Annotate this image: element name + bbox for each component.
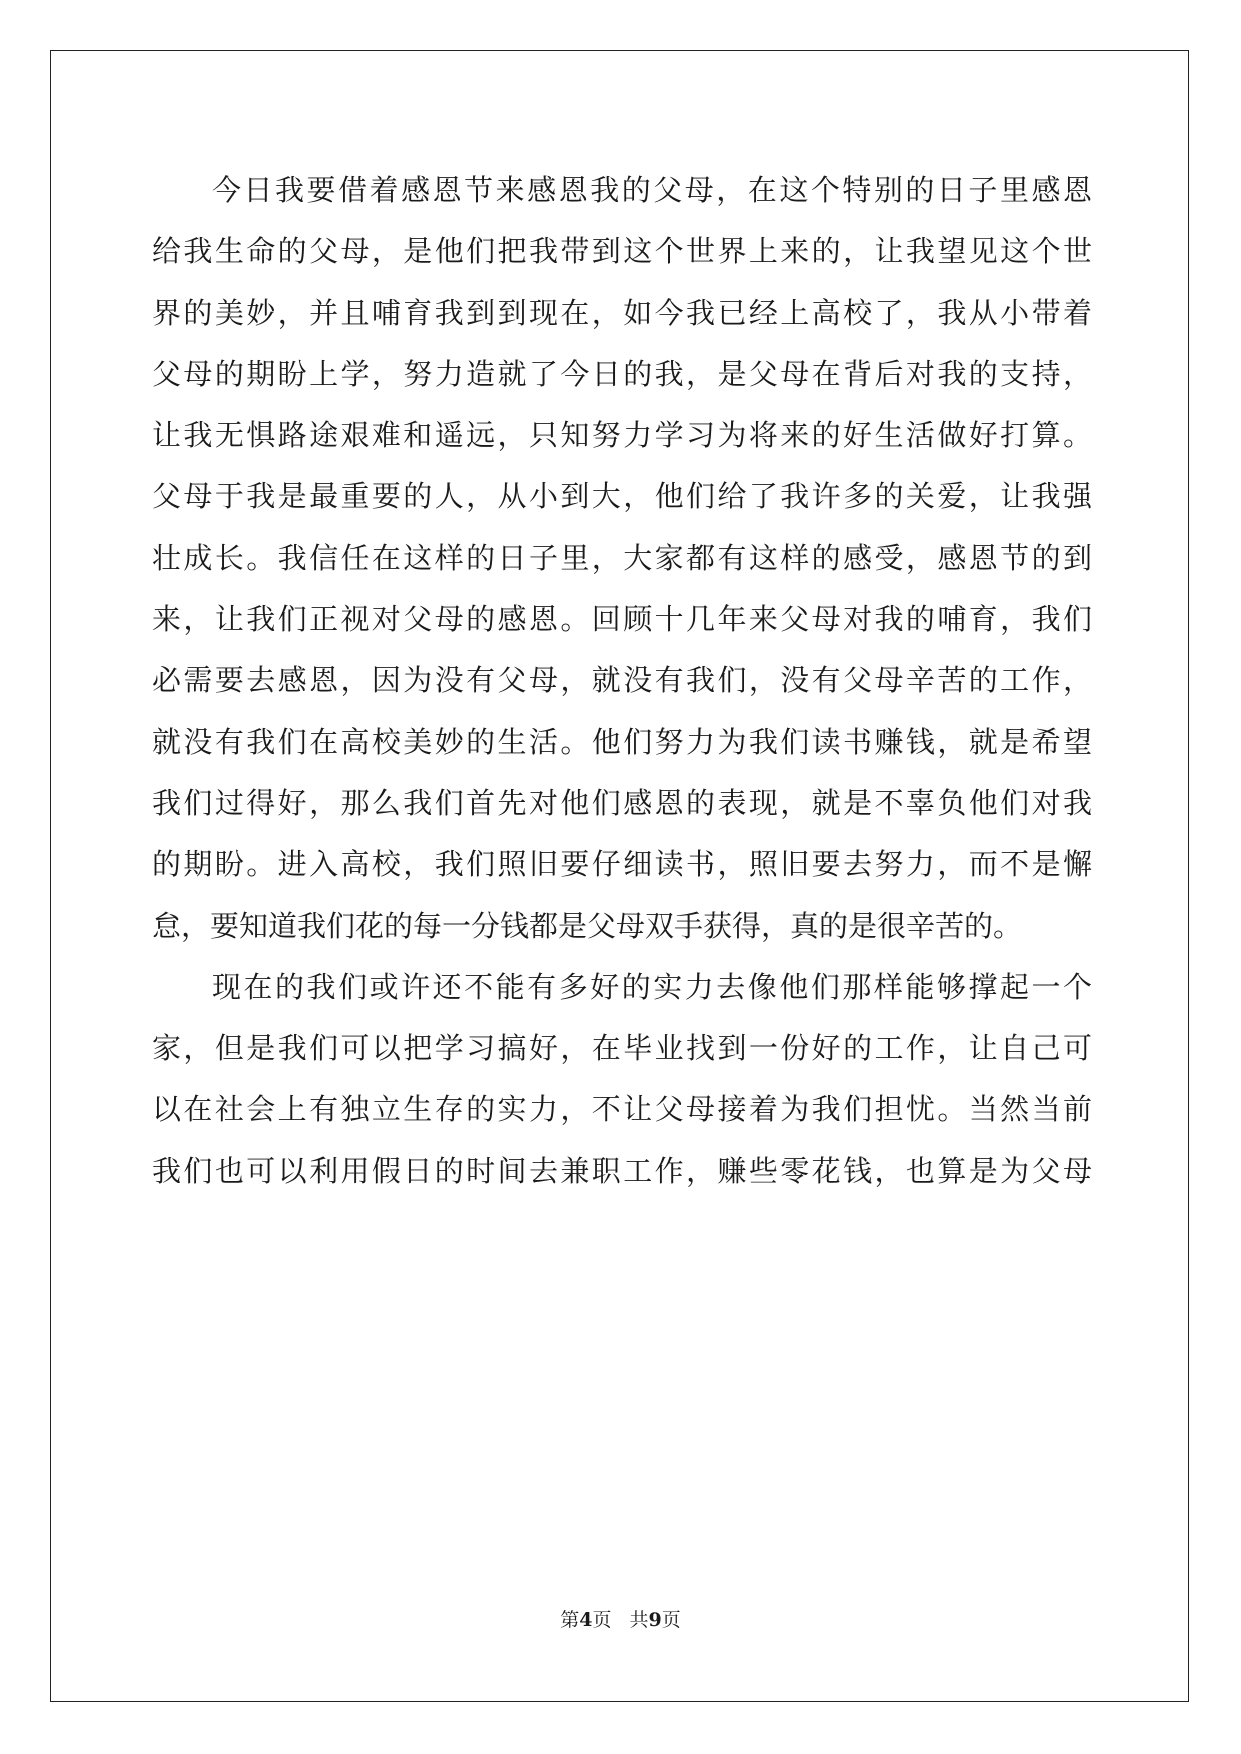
text-line: 必需要去感恩，因为没有父母，就没有我们，没有父母辛苦的工作， [152, 663, 1092, 698]
document-body [152, 160, 1092, 1202]
text-line: 来，让我们正视对父母的感恩。回顾十几年来父母对我的哺育，我们 [152, 602, 1092, 637]
text-line: 壮成长。我信任在这样的日子里，大家都有这样的感受，感恩节的到 [152, 540, 1092, 575]
total-prefix: 共 [629, 1609, 649, 1631]
text-line: 家，但是我们可以把学习搞好，在毕业找到一份好的工作，让自己可 [152, 1031, 1092, 1066]
text-line: 今日我要借着感恩节来感恩我的父母，在这个特别的日子里感恩 [212, 173, 1092, 207]
text-line: 界的美妙，并且哺育我到到现在，如今我已经上高校了，我从小带着 [152, 295, 1092, 330]
page-footer [0, 1605, 1241, 1632]
text-line: 就没有我们在高校美妙的生活。他们努力为我们读书赚钱，就是希望 [152, 724, 1092, 759]
text-line: 让我无惧路途艰难和遥远，只知努力学习为将来的好生活做好打算。 [152, 418, 1092, 453]
page-prefix: 第 [560, 1609, 580, 1631]
total-suffix: 页 [661, 1609, 681, 1631]
page-suffix: 页 [592, 1609, 612, 1631]
text-line: 怠，要知道我们花的每一分钱都是父母双手获得，真的是很辛苦的。 [152, 908, 1023, 943]
text-line: 现在的我们或许还不能有多好的实力去像他们那样能够撑起一个 [212, 969, 1092, 1004]
text-line: 的期盼。进入高校，我们照旧要仔细读书，照旧要去努力，而不是懈 [152, 847, 1092, 882]
text-line: 我们也可以利用假日的时间去兼职工作，赚些零花钱，也算是为父母 [152, 1153, 1092, 1188]
text-line: 以在社会上有独立生存的实力，不让父母接着为我们担忧。当然当前 [152, 1092, 1092, 1127]
text-line: 给我生命的父母，是他们把我带到这个世界上来的，让我望见这个世 [152, 234, 1092, 269]
page-number: 4 [579, 1609, 593, 1631]
text-line: 父母的期盼上学，努力造就了今日的我，是父母在背后对我的支持， [152, 356, 1092, 391]
total-pages: 9 [648, 1609, 662, 1631]
text-line: 我们过得好，那么我们首先对他们感恩的表现，就是不辜负他们对我 [152, 785, 1092, 820]
text-line: 父母于我是最重要的人，从小到大，他们给了我许多的关爱，让我强 [152, 479, 1092, 514]
